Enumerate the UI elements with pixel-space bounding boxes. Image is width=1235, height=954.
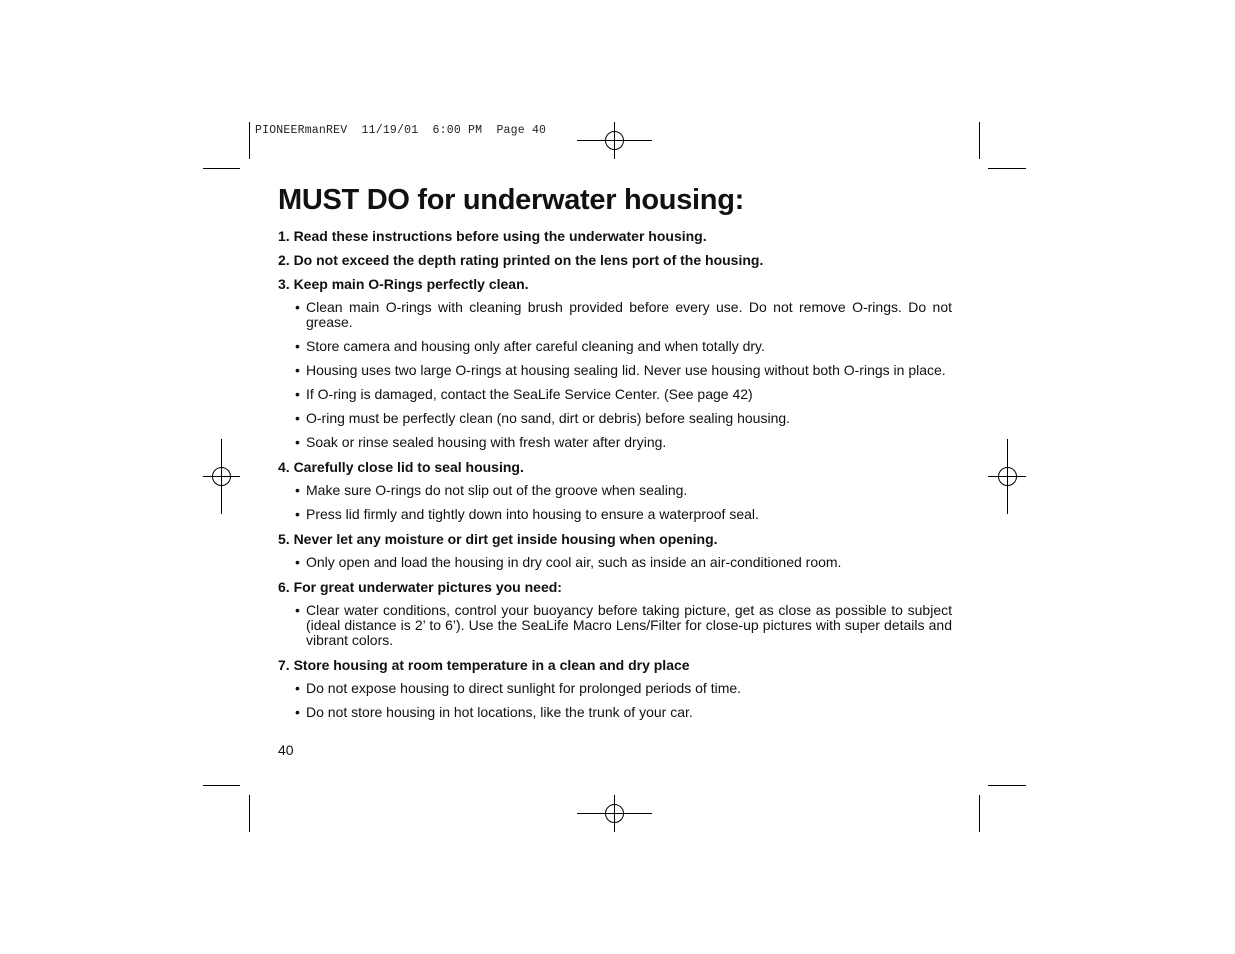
instruction-item [278, 276, 952, 450]
bullet-point: • If O-ring is damaged, contact the SeaLife Service Center. (See page 42) [295, 387, 952, 402]
bullet-point: • O-ring must be perfectly clean (no sand, dirt or debris) before sealing housing. [295, 411, 952, 426]
bullet-point: • Housing uses two large O-rings at housing sealing lid. Never use housing without both O-rings in place. [295, 363, 952, 378]
bullet-point: • Press lid firmly and tightly down into housing to ensure a waterproof seal. [295, 507, 952, 522]
instruction-item [278, 657, 952, 720]
bullet-point: • Clear water conditions, control your buoyancy before taking picture, get as close as possible to subject (ideal distance is 2’ to 6’). Use the SeaLife Macro Lens/Filter for close-up pictures with super details and vibrant colors. [295, 603, 952, 648]
bullet-point: • Do not store housing in hot locations, like the trunk of your car. [295, 705, 952, 720]
registration-mark [203, 439, 240, 514]
bullet-list [278, 300, 952, 450]
instruction-heading: 3. Keep main O-Rings perfectly clean. [278, 276, 529, 292]
instruction-item [278, 252, 952, 269]
instruction-item [278, 531, 952, 570]
page-content [278, 182, 952, 729]
print-slug-line: PIONEERmanREV 11/19/01 6:00 PM Page 40 [255, 124, 547, 137]
instruction-item [278, 459, 952, 522]
page-title: MUST DO for underwater housing: [278, 184, 744, 216]
bullet-list [278, 555, 952, 570]
instruction-heading: 2. Do not exceed the depth rating printed on the lens port of the housing. [278, 252, 764, 268]
instruction-item [278, 579, 952, 648]
page-number: 40 [278, 742, 294, 758]
bullet-list [278, 483, 952, 522]
bullet-list [278, 603, 952, 648]
instruction-list [278, 228, 952, 720]
instruction-heading: 6. For great underwater pictures you need: [278, 579, 562, 595]
instruction-heading: 7. Store housing at room temperature in a clean and dry place [278, 657, 690, 673]
bullet-point: • Only open and load the housing in dry cool air, such as inside an air-conditioned room. [295, 555, 952, 570]
bullet-point: • Clean main O-rings with cleaning brush provided before every use. Do not remove O-rings. Do not grease. [295, 300, 952, 330]
registration-mark [577, 795, 652, 832]
bullet-point: • Make sure O-rings do not slip out of the groove when sealing. [295, 483, 952, 498]
bullet-list [278, 681, 952, 720]
instruction-heading: 1. Read these instructions before using the underwater housing. [278, 228, 707, 244]
instruction-heading: 5. Never let any moisture or dirt get inside housing when opening. [278, 531, 718, 547]
instruction-item [278, 228, 952, 245]
bullet-point: • Soak or rinse sealed housing with fresh water after drying. [295, 435, 952, 450]
instruction-heading: 4. Carefully close lid to seal housing. [278, 459, 524, 475]
bullet-point: • Do not expose housing to direct sunlight for prolonged periods of time. [295, 681, 952, 696]
registration-mark [988, 439, 1026, 514]
registration-mark [577, 122, 652, 159]
bullet-point: • Store camera and housing only after careful cleaning and when totally dry. [295, 339, 952, 354]
